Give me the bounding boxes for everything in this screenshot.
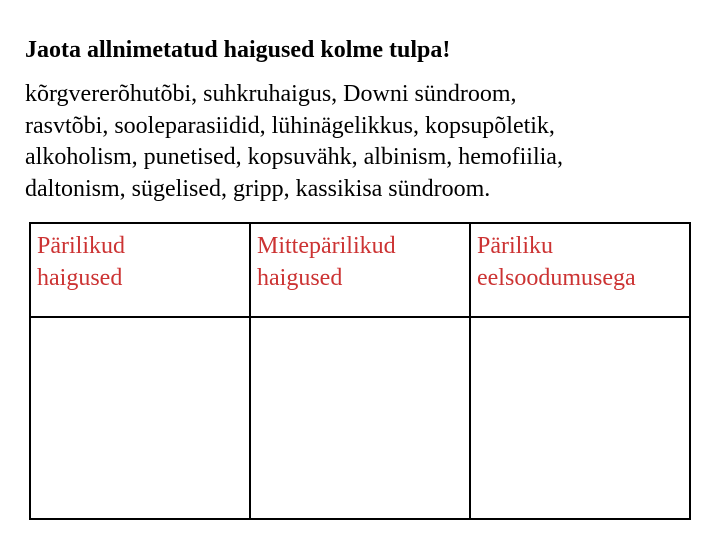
- column-header-line: Päriliku: [477, 233, 553, 259]
- disease-list: [25, 79, 705, 205]
- column-header-line: Mittepärilikud: [257, 233, 396, 259]
- disease-list-line: alkoholism, punetised, kopsuvähk, albinism, hemofiilia,: [25, 144, 563, 170]
- column-header-non-hereditary: [250, 223, 470, 317]
- column-header-line: haigused: [257, 265, 343, 291]
- disease-list-line: daltonism, sügelised, gripp, kassikisa sündroom.: [25, 175, 491, 202]
- disease-list-line: rasvtõbi, sooleparasiidid, lühinägelikkus, kopsupõletik,: [25, 112, 555, 139]
- table-header-row: [30, 223, 690, 317]
- answer-cell-predisposition[interactable]: [470, 317, 690, 519]
- answer-cell-hereditary[interactable]: [30, 317, 250, 519]
- answer-cell-non-hereditary[interactable]: [250, 317, 470, 519]
- column-header-line: Pärilikud: [37, 233, 125, 259]
- column-header-hereditary: [30, 223, 250, 317]
- disease-list-line: kõrgvererõhutõbi, suhkruhaigus, Downi sündroom,: [25, 81, 517, 107]
- column-header-predisposition: [470, 223, 690, 317]
- column-header-line: eelsoodumusega: [477, 265, 636, 291]
- column-header-line: haigused: [37, 265, 123, 291]
- task-heading: Jaota allnimetatud haigused kolme tulpa!: [25, 37, 451, 63]
- classification-table: [29, 222, 691, 520]
- table-answer-row: [30, 317, 690, 519]
